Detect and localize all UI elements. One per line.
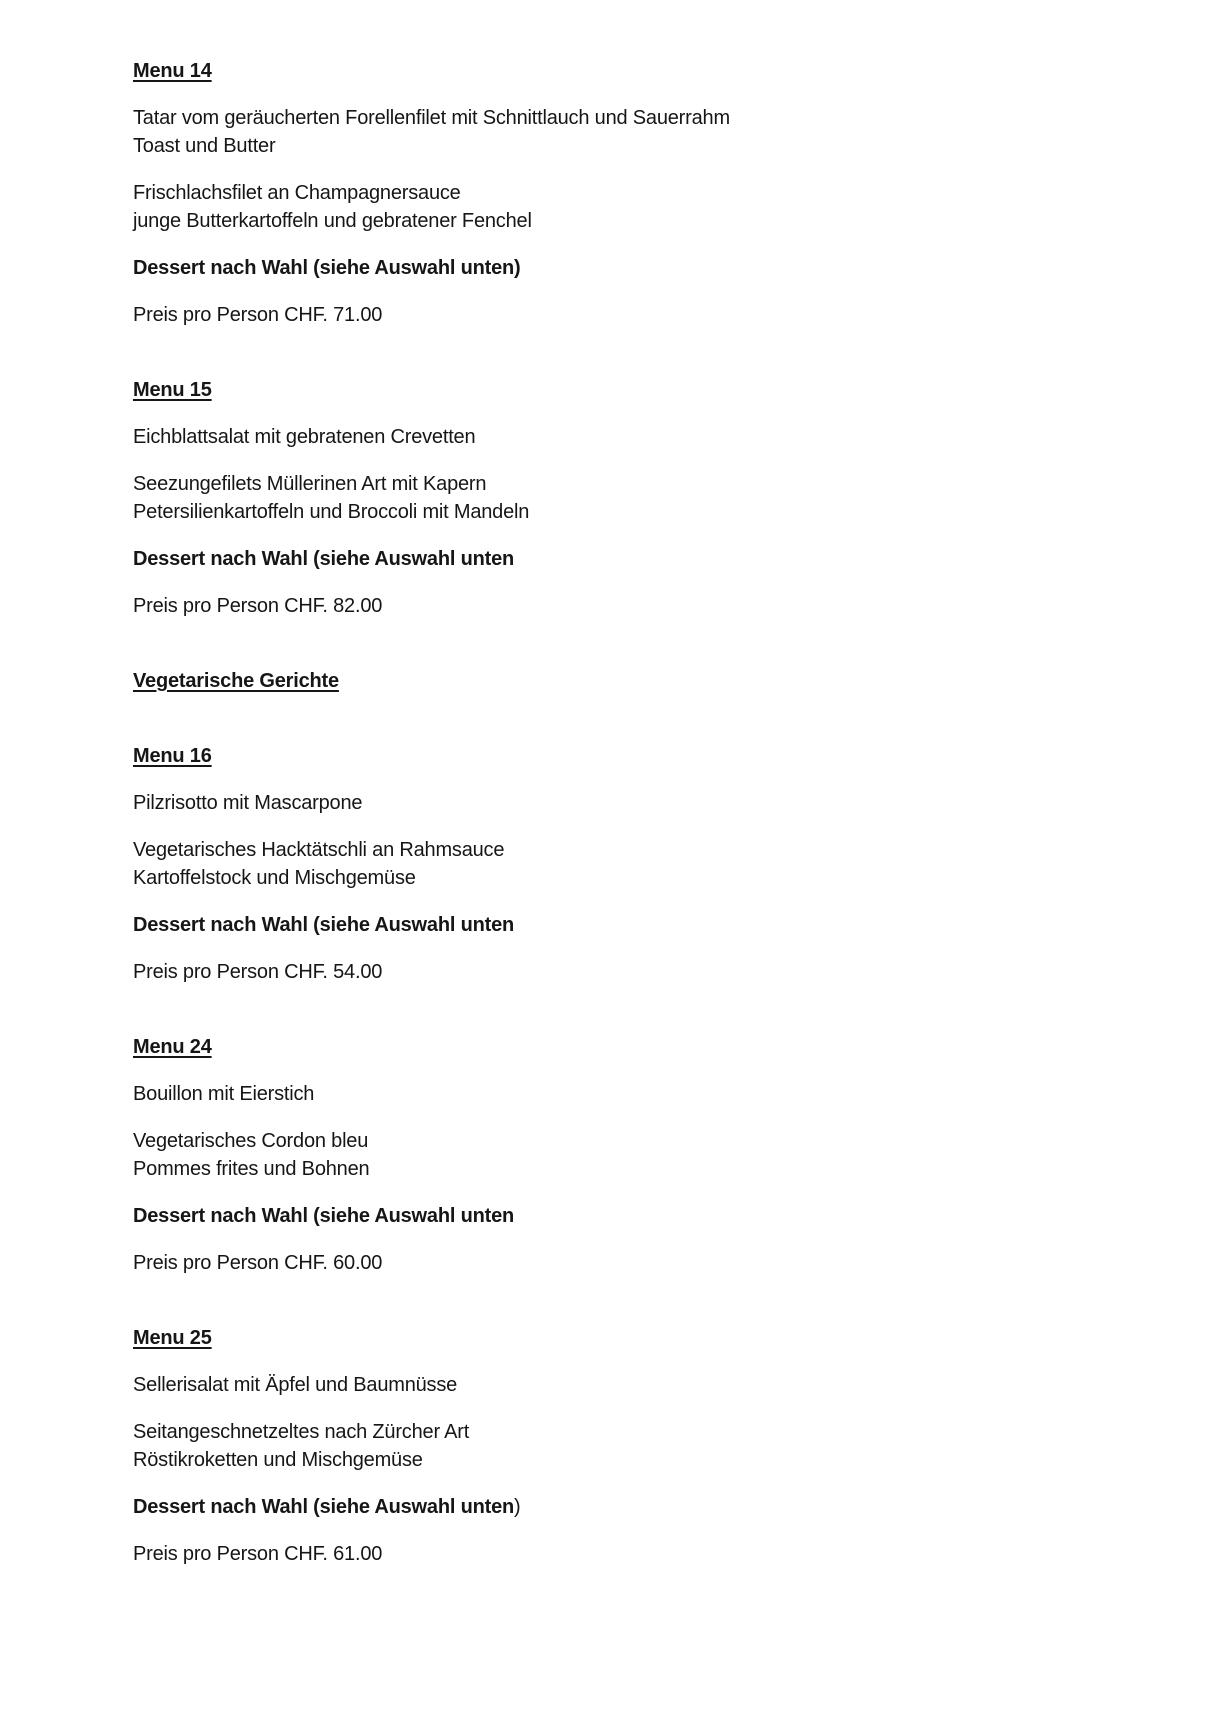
menu-heading: Menu 15 [133,379,212,401]
dessert-note [133,254,1132,282]
menu-text-line: Dessert nach Wahl (siehe Auswahl unten [133,548,515,570]
menu-text-line: Kartoffelstock und Mischgemüse [133,867,416,889]
course-block [133,1418,1132,1474]
menu-text-line: Dessert nach Wahl (siehe Auswahl unten) [133,257,521,279]
menu-text-line: junge Butterkartoffeln und gebratener Fenchel [133,210,532,232]
menu-heading: Menu 14 [133,60,212,82]
dessert-note [133,1202,1132,1230]
menu-text-line: Preis pro Person CHF. 82.00 [133,595,383,617]
course-block [133,423,1132,451]
menu-text-line: Preis pro Person CHF. 54.00 [133,961,383,983]
menu-document [133,57,1132,1568]
course-block [133,104,1132,160]
menu-text-line: Preis pro Person CHF. 71.00 [133,304,383,326]
menu-text-line: Frischlachsfilet an Champagnersauce [133,182,461,204]
menu-text-line: Preis pro Person CHF. 60.00 [133,1252,383,1274]
menu-text-line: Tatar vom geräucherten Forellenfilet mit Schnittlauch und Sauerrahm [133,107,730,129]
dessert-note [133,1493,1132,1521]
menu-section-menu-24 [133,1033,1132,1277]
menu-text-line: Dessert nach Wahl (siehe Auswahl unten [133,1205,515,1227]
menu-text-line: Pommes frites und Bohnen [133,1158,370,1180]
price-line [133,592,1132,620]
menu-text-line: Toast und Butter [133,135,276,157]
menu-text-line: Eichblattsalat mit gebratenen Crevetten [133,426,476,448]
menu-text-line: Röstikroketten und Mischgemüse [133,1449,423,1471]
price-line [133,958,1132,986]
price-line [133,1540,1132,1568]
menu-text-line: Dessert nach Wahl (siehe Auswahl unten [133,1496,515,1518]
menu-text-line: Seezungefilets Müllerinen Art mit Kapern [133,473,487,495]
menu-section-menu-15 [133,376,1132,620]
menu-text-line: Pilzrisotto mit Mascarpone [133,792,363,814]
dessert-note [133,911,1132,939]
price-line [133,1249,1132,1277]
course-block [133,789,1132,817]
course-block [133,1080,1132,1108]
menu-heading: Menu 16 [133,745,212,767]
course-block [133,1127,1132,1183]
menu-section-menu-16 [133,742,1132,986]
course-block [133,1371,1132,1399]
category-section-vegetarische-gerichte [133,667,1132,695]
menu-heading: Menu 24 [133,1036,212,1058]
menu-text-line: Petersilienkartoffeln und Broccoli mit Mandeln [133,501,530,523]
price-line [133,301,1132,329]
course-block [133,836,1132,892]
menu-section-menu-25 [133,1324,1132,1568]
menu-text-line: Dessert nach Wahl (siehe Auswahl unten [133,914,515,936]
menu-text-line: Sellerisalat mit Äpfel und Baumnüsse [133,1374,458,1396]
course-block [133,179,1132,235]
menu-text-line: Vegetarisches Cordon bleu [133,1130,369,1152]
course-block [133,470,1132,526]
menu-text-line: Bouillon mit Eierstich [133,1083,315,1105]
menu-text-line: Vegetarisches Hacktätschli an Rahmsauce [133,839,505,861]
menu-text-line: Seitangeschnetzeltes nach Zürcher Art [133,1421,470,1443]
dessert-note [133,545,1132,573]
menu-section-menu-14 [133,57,1132,329]
menu-text-line: Preis pro Person CHF. 61.00 [133,1543,383,1565]
category-heading: Vegetarische Gerichte [133,670,339,692]
menu-heading: Menu 25 [133,1327,212,1349]
menu-text-tail: ) [514,1496,521,1518]
